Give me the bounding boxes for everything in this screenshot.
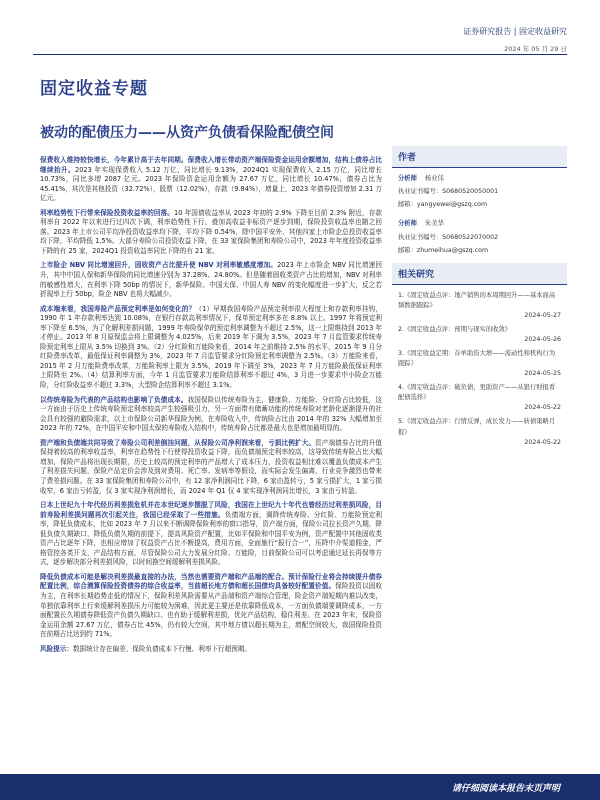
paragraph-6: 资产端和负债端共同导致了寿险公司利差倒挂问题，从保险公司净利润来看，亏损比例扩大。资产端债券占比的升值保持着较高的利率收益率，利率在趋势性下行使得投资收益下降，而负债端预定利率较高，这导致传统寿险占比大幅增加，保险产品将出现长期限，历史上较高的预定利率的产品增大了成本压力，投资收益相比难以覆盖负债成本产生了利差损失问题，保险产品定价会涉及到对费用、死亡率、发病率等假设，而实际会发生偏离，行业竞争激烈也带来了费差损问题。在 33 家保险集团和寿险公司中，有 12 家净利润同比下降，6 家由盈转亏，5 家亏损扩大，1 家亏损收窄，6 家由亏转盈，仅 3 家实现净利润增长，而 2024 年 Q1 仅 4 家实现净利润同比增长，3 家由亏转盈。	[40, 438, 382, 495]
author-cert: S0680520050001	[442, 188, 499, 196]
report-category: 证券研究报告 | 固定收益研究	[463, 27, 567, 36]
paragraph-1: 保费收入维持较快增长，今年累计高于去年同期。保费收入增长带动资产端保险资金运用余额增加，结构上债券占比继续抬升。2023 年实现保费收入 5.12 万亿，同比增长 9.13%，2024Q1 实现保费收入 2.15 万亿，同比增长 10.73%，同比多增 2087 亿元。2023 年保险资金运用余额为 27.67 万亿，同比增长 10.47%，债券占比为 45.41%，其次是其他投资（32.72%），股票（12.02%），存款（9.84%），增量上，2023 年债券投资增加 2.31 万亿元。	[40, 156, 382, 203]
body-text	[40, 156, 382, 659]
header-bar	[0, 0, 600, 52]
report-type-title: 固定收益专题	[40, 79, 148, 99]
authors-heading: 作者	[392, 146, 567, 168]
sidebar	[392, 146, 567, 454]
paragraph-7: 日本上世纪九十年代经历利差损危机并在本世纪逐步摆脱了风险，我国在上世纪九十年代也曾经历过利差损风险，目前寿险利差损问题再次引起关注，我国已经采取了一些措施。负债端方面，调降传统寿险、分红险、万能险预定利率，降低负债成本，比如 2023 年 7 月以来不断调降保险利率的窗口指导，资产端方面，保险公司拉长资产久期，降低负债久期缺口，降低负债久期的前提下，提高风险资产配置，比如平保险和中国平安为例，资产配置中其他固收类资产占比逐年下降，也相应增加了权益资产占比不断提高，费用方面，全面施行“报行合一”，压降中介渠道佣金，严格管控各类开支，产品结构方面，尽管保险公司大力发展分红险、万能险，目前保险公司可以考虑通过延长再保等方式，逐步解决部分利差损风险，以时间换空间缓解利差损风险。	[40, 501, 383, 567]
paragraph-5: 以传统寿险为代表的产品结构也影响了负债成本。我国保险以传统寿险为主，健康险、万能险、分红险占比较低，这一方面由于历史上传统寿险预定利率较高产生较强吸引力，另一方面带有储蓄功能的传统寿险对老龄化逐渐提升的社会具有较强的避险需求，以上市保险公司新华保险为例，在寿险收入中，传统险占比由 2014 年的 32% 大幅增加至 2023 年的 72%，在中国平安和中国太保的寿险收入结构中，传统寿险占比都是最大也是增加最明显的。	[40, 395, 382, 433]
related-item[interactable]: 4.《固定收益点评：破负债，更助资产——从银行财报看配债选择》 2024-05-22	[398, 384, 561, 412]
author-email[interactable]: yangyewei@gszq.com	[416, 201, 488, 209]
paragraph-2: 利率趋势性下行带来保险投资收益率的回落。10 年国债收益率从 2023 年初的 2.9% 下降至目前 2.3% 附近，存款利率自 2022 年以来进行过四次下调，利率趋势性下行，叠加高收益非标资产逐步到期，保险投资收益率也随之回落。2023 年上市公司平均净投资收益率均下降，平均下降 0.54%，除中国平安外，其他四家上市险企总投资收益率均下降，平均降低 1.5%。大部分寿险公司投资收益下降，在 33 家保险集团和寿险公司中，2023 年年度投资收益率下降的有 25 家，2024Q1 投资收益率同比下降的有 21 家。	[40, 208, 382, 255]
paragraph-8: 降低负债成本可能是解决利差损最直接的办法，当然也需要资产端和产品端的配合。预计保险行业将会持续提升债券配置比例，综合测算保险投资债券的综合收益率，当前超长地方债和超长国债均具备较好配置价值。保险投资以固收为主，在利率长期趋势走低的情况下，保险利差风险需要从产品端和资产端综合管理，险企资产端短期内难以改变，单独依靠利率上行来缓解利差损压力可能较为困难，因此更主要还是依靠降低成本，一方面负债端要调降成本，一方面配置长久期债券降低资产负债久期缺口、也有助于缓解利差损，优化产品结构，稳住利差。在 2023 年末，保险资金运用余额 27.67 万亿，债券占比 45%，仍有较大空间，其中地方债以超长期为主，增配空间较大，我国保险投资在前期占比达到约 71%。	[40, 572, 382, 639]
paragraph-3: 上市险企 NBV 同比增速回升，固收资产占比提升使 NBV 对利率敏感度增加。2023 年上市险企 NBV 同比增速回升，其中中国人保和新华保险的同比增速分别为 37.28%、24.80%。但是随着固收类资产占比的增加，NBV 对利率的敏感性增大，在利率下降 50bp 的情况下，新华保险、中国太保、中国人寿 NBV 的变化幅度进一步扩大，反之若折现率上行 50bp，险企 NBV 也将大幅减少。	[40, 261, 382, 299]
header-divider	[33, 54, 567, 55]
related-heading: 相关研究	[392, 263, 567, 285]
related-item[interactable]: 5.《固定收益点评：行情反弹，成长发力——转债策略月报》 2024-05-22	[398, 418, 561, 446]
author-2: 分析师 朱美华 执业证书编号：S0680522070002 邮箱：zhumeihua@gszq.com	[398, 220, 499, 254]
footer-disclaimer: 请仔细阅读本报告末页声明	[451, 784, 560, 794]
related-item[interactable]: 2.《固定收益点评：预期与现实的收敛》 2024-05-26	[398, 325, 561, 343]
author-name: 朱美华	[424, 220, 444, 228]
risk-warning: 风险提示：数据统计存在偏差、保险负债成本下行慢、利率下行超预期。	[40, 644, 251, 653]
related-list	[392, 285, 567, 454]
author-1: 分析师 杨业伟 执业证书编号：S0680520050001 邮箱：yangyewei@gszq.com	[398, 175, 499, 209]
author-role: 分析师	[398, 220, 417, 228]
author-name: 杨业伟	[424, 175, 444, 182]
report-date: 2024 年 05 月 29 日	[504, 45, 567, 53]
related-item[interactable]: 1.《固定收益点评：地产销售的本周期回升——基本面高频数据跟踪》 2024-05-27	[398, 291, 561, 319]
paragraph-4: 成本端来看，我国寿险产品预定利率是如何变化的？（1）早期我国寿险产品预定利率很大程度上和存款利率挂钩，1990 年 1 年存款利率达到 10.08%，在银行存款高利率情况下，保单预定利率多在 8.8% 以上。1997 年将预定利率下降至 6.5%，为了化解利差损问题，1999 年寿险保单的预定利率调整为不超过 2.5%，这一上限维持到 2013 年才停止。2013 年 8 月原保监会将上限调整为 4.025%，后来 2019 年下调为 3.5%，2023 年 7 月监管要求传统寿险预定利率上限从 3.5% 切换到 3%。（2）分红险和万能险来看，2014 年之前维持 2.5% 的水平，2015 年 9 月分红险费率改革，最低保证利率调整为 3%，2023 年 7 月监管要求分红险预定利率调整为 2.5%。（3）万能险来看，2015 年 2 月万能险费率改革，万能险利率上限为 3.5%，2019 年下调至 3%，2023 年 7 月万能险最低保证利率上限降至 2%。（4）结算利率方面，今年 1 月监管要求万能险结算利率不超过 4%，3 月进一步要求中小险企万能险，分红险收益率不超过 3.3%，大型险企结算利率不超过 3.1%。	[40, 304, 382, 390]
author-cert: S0680522070002	[442, 233, 499, 241]
report-title: 被动的配债压力——从资产负债看保险配债空间	[40, 125, 334, 141]
author-role: 分析师	[398, 175, 417, 182]
related-item[interactable]: 3.《固定收益定期：存单助资大增——流动性和机构行为跟踪》 2024-05-25	[398, 350, 561, 378]
author-email[interactable]: zhumeihua@gszq.com	[416, 246, 489, 254]
